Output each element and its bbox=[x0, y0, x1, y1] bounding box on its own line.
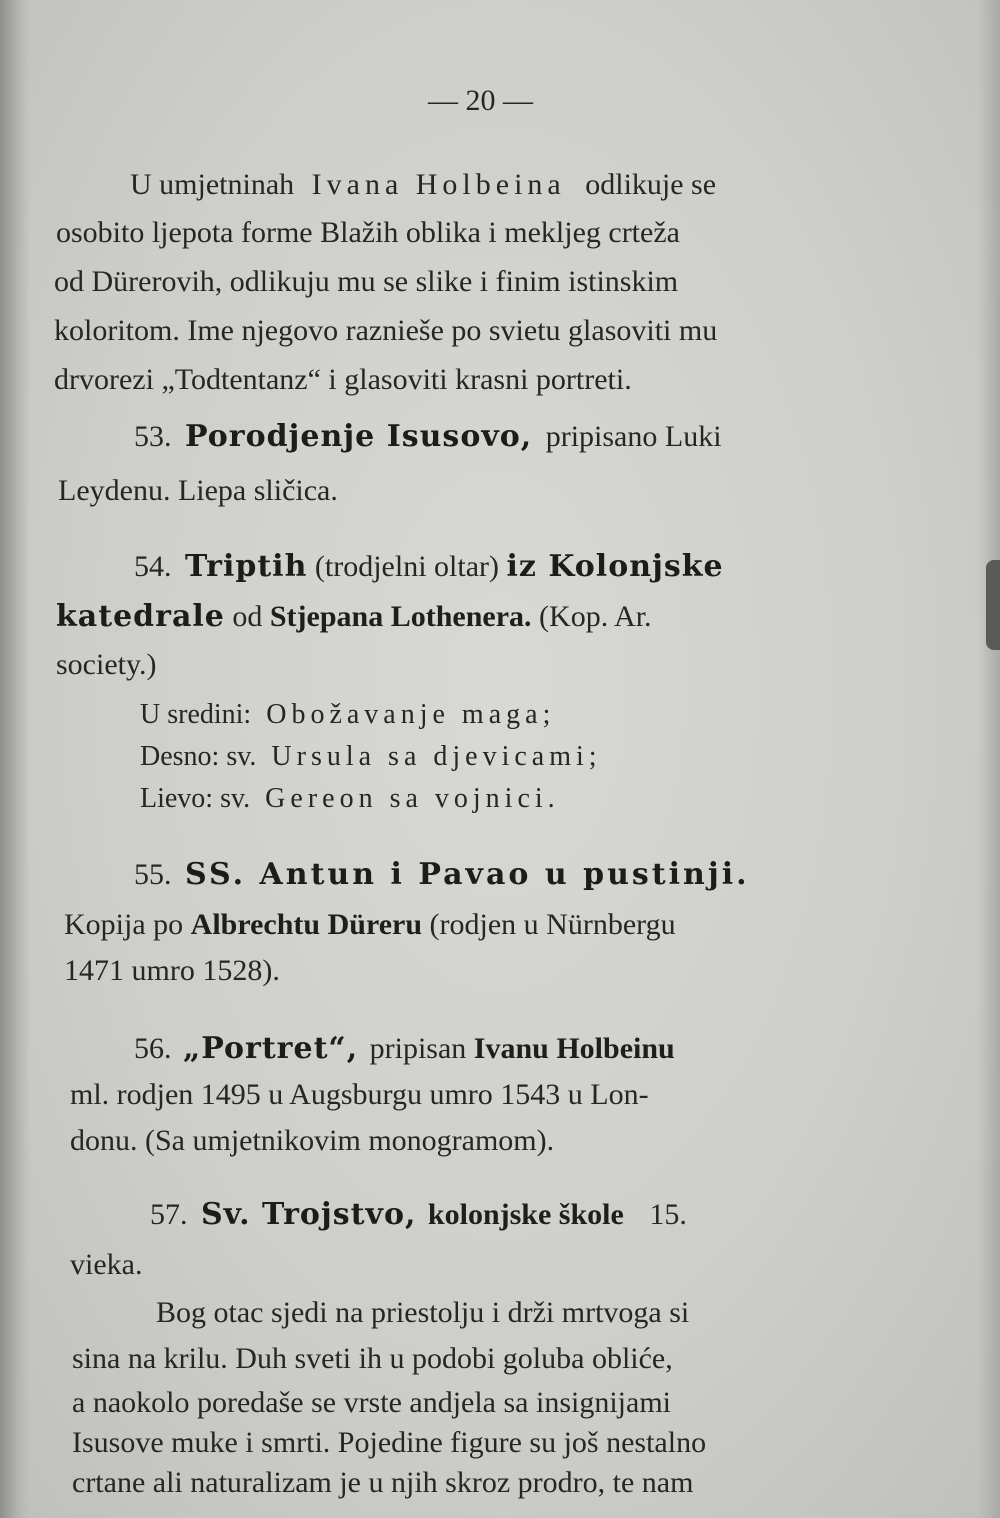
item57-line2: vieka. bbox=[70, 1248, 143, 1281]
item53-heading: 53. Porodjenje Isusovo, pripisano Luki bbox=[134, 419, 722, 454]
item56-line2: ml. rodjen 1495 u Augsburgu umro 1543 u Lon- bbox=[70, 1078, 649, 1111]
item57-heading: 57. Sv. Trojstvo, kolonjske škole 15. bbox=[150, 1197, 687, 1232]
item56-line3: donu. (Sa umjetnikovim monogramom). bbox=[70, 1124, 555, 1157]
item55-line2: Kopija po Albrechtu Düreru (rodjen u Nürnbergu bbox=[64, 908, 676, 941]
item55-heading: 55. SS. Antun i Pavao u pustinji. bbox=[134, 857, 750, 892]
item54-sub3: Lievo: sv. Gereon sa vojnici. bbox=[140, 783, 560, 814]
item57-para-line2: sina na krilu. Duh sveti ih u podobi goluba obliće, bbox=[72, 1342, 673, 1375]
item54-heading: 54. Triptih (trodjelni oltar) iz Kolonjske bbox=[134, 549, 724, 584]
para1-line2: osobito ljepota forme Blažih oblika i mekljeg crteža bbox=[56, 216, 680, 249]
item53-line2: Leydenu. Liepa sličica. bbox=[58, 474, 338, 507]
item57-para-line4: Isusove muke i smrti. Pojedine figure su još nestalno bbox=[72, 1426, 707, 1459]
para1-line3: od Dürerovih, odlikuju mu se slike i finim istinskim bbox=[54, 265, 679, 298]
item54-line2: katedrale od Stjepana Lothenera. (Kop. Ar. bbox=[56, 599, 652, 634]
item57-para-line3: a naokolo poredaše se vrste andjela sa insignijami bbox=[72, 1386, 671, 1419]
item55-line3: 1471 umro 1528). bbox=[64, 954, 280, 987]
para1-line5: drvorezi „Todtentanz“ i glasoviti krasni portreti. bbox=[54, 363, 632, 396]
para1-line4: koloritom. Ime njegovo raznieše po svietu glasoviti mu bbox=[54, 314, 718, 347]
item57-para-line5: crtane ali naturalizam je u njih skroz prodro, te nam bbox=[72, 1466, 694, 1499]
item57-para-line1: Bog otac sjedi na priestolju i drži mrtvoga si bbox=[156, 1296, 690, 1329]
item54-line3: society.) bbox=[56, 648, 157, 681]
item56-heading: 56. „Portret“, pripisan Ivanu Holbeinu bbox=[134, 1031, 675, 1066]
item54-sub1: U sredini: Obožavanje maga; bbox=[140, 699, 556, 730]
para1-line1: U umjetninah Ivana Holbeina odlikuje se bbox=[130, 168, 717, 201]
page-number: — 20 — bbox=[428, 84, 533, 117]
item54-sub2: Desno: sv. Ursula sa djevicami; bbox=[140, 741, 602, 772]
